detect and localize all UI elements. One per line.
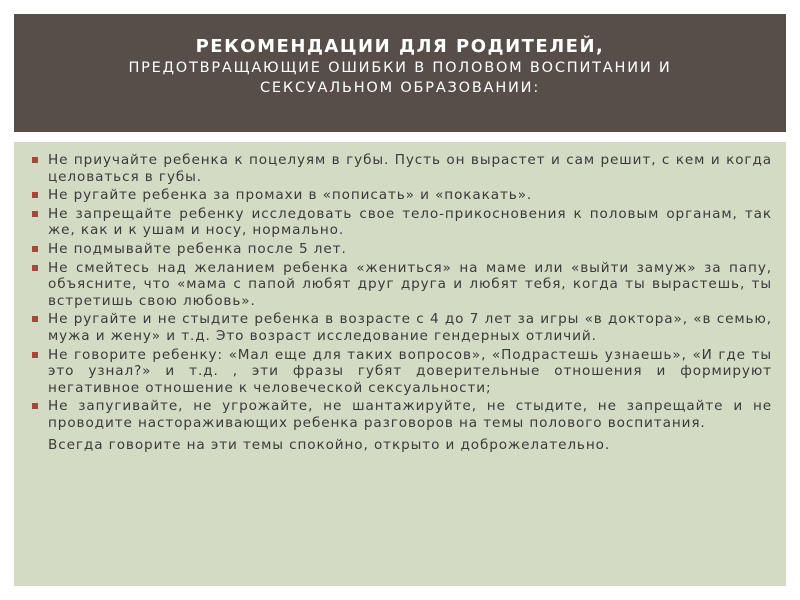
list-item: [32, 241, 772, 258]
square-bullet-icon: [32, 403, 38, 409]
list-item-text: Не смейтесь над желанием ребенка «жениться» на маме или «выйти замуж» за папу, объясните, что «мама с папой любят друг друга и любят тебя, когда ты вырастешь, ты встретишь свою любовь».: [48, 259, 772, 309]
list-item-text: Не подмывайте ребенка после 5 лет.: [48, 240, 347, 257]
square-bullet-icon: [32, 157, 38, 163]
list-item-text: Не ругайте ребенка за промахи в «пописать» и «покакать».: [48, 187, 533, 204]
list-item: [32, 260, 772, 310]
list-item: [32, 152, 772, 185]
recommendation-list: [32, 152, 772, 432]
list-item: [32, 347, 772, 397]
page-subtitle: ПРЕДОТВРАЩАЮЩИЕ ОШИБКИ В ПОЛОВОМ ВОСПИТАНИИ И СЕКСУАЛЬНОМ ОБРАЗОВАНИИ:: [128, 60, 672, 96]
list-item-text: Не запрещайте ребенку исследовать свое тело-прикосновения к половым органам, так же, как и к ушам и носу, нормально.: [48, 205, 772, 239]
list-item-text: Не говорите ребенку: «Мал еще для таких вопросов», «Подрастешь узнаешь», «И где ты это узнал?» и т.д. , эти фразы губят доверительные отношения и формируют негативное отношение к человеческой сексуальности;: [48, 346, 772, 396]
slide-content: [14, 142, 786, 586]
square-bullet-icon: [32, 192, 38, 198]
closing-note: Всегда говорите на эти темы спокойно, открыто и доброжелательно.: [48, 436, 611, 453]
square-bullet-icon: [32, 352, 38, 358]
page-title: РЕКОМЕНДАЦИИ ДЛЯ РОДИТЕЛЕЙ,: [195, 36, 605, 57]
slide-header: [14, 14, 786, 132]
list-item: [32, 187, 772, 204]
list-item: [32, 206, 772, 239]
square-bullet-icon: [32, 246, 38, 252]
square-bullet-icon: [32, 211, 38, 217]
list-item: [32, 398, 772, 431]
square-bullet-icon: [32, 316, 38, 322]
list-item: [32, 311, 772, 344]
list-item-text: Не запугивайте, не угрожайте, не шантажируйте, не стыдите, не запрещайте и не проводите настораживающих ребенка разговоров на темы полового воспитания.: [48, 398, 772, 431]
square-bullet-icon: [32, 265, 38, 271]
list-item-text: Не ругайте и не стыдите ребенка в возрасте с 4 до 7 лет за игры «в доктора», «в семью, мужа и жену» и т.д. Это возраст исследование гендерных отличий.: [48, 311, 772, 344]
list-item-text: Не приучайте ребенка к поцелуям в губы. Пусть он вырастет и сам решит, с кем и когда целоваться в губы.: [48, 152, 772, 185]
